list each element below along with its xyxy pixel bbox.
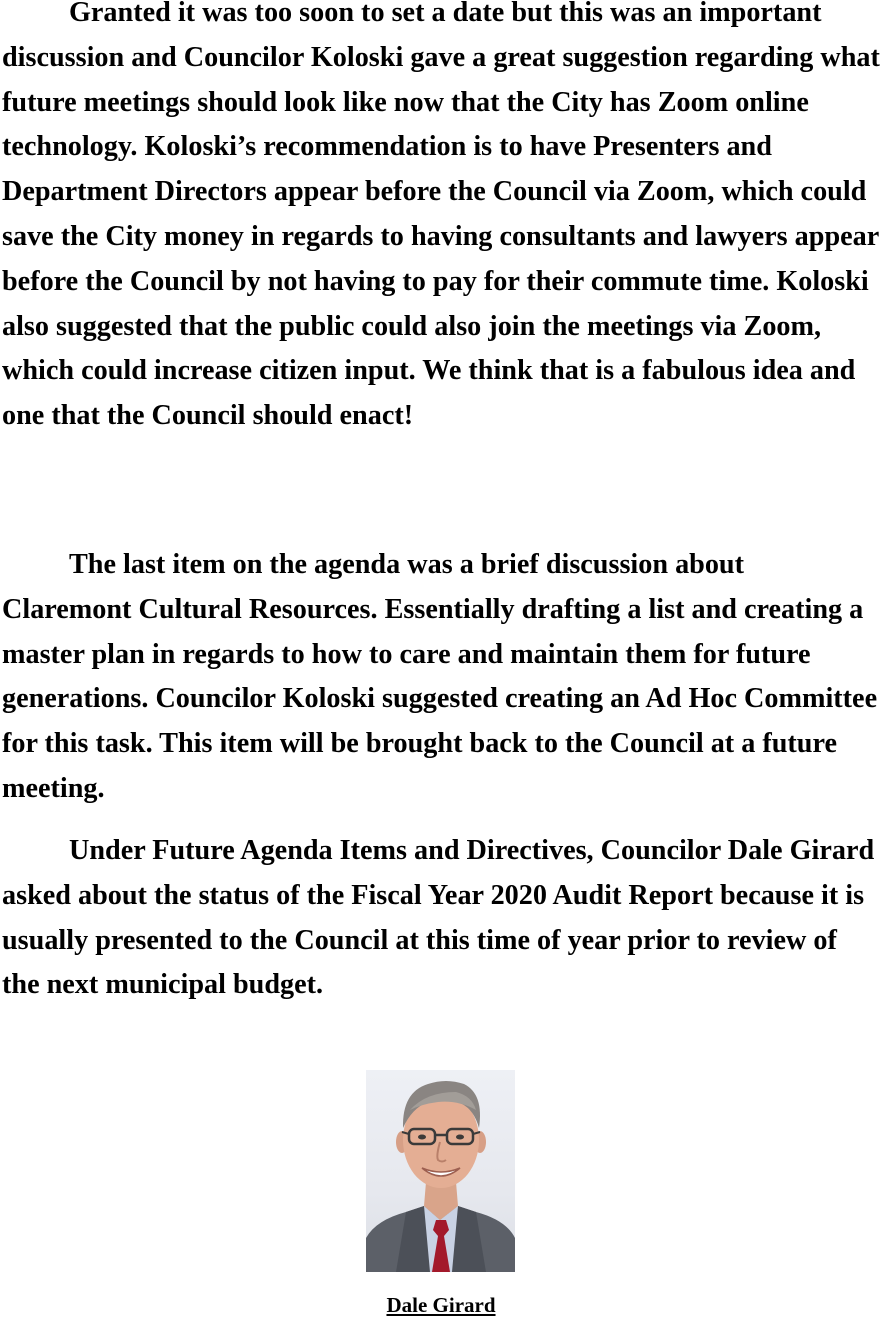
paragraph-zoom-meetings: Granted it was too soon to set a date but this was an important discussion and Councilor Koloski gave a great suggestion regarding what future meetings should look like now that the City has Zoom online technology. Koloski’s recommendation is to have Presenters and Department Directors appear before the Council via Zoom, which could save the City money in regards to having consultants and lawyers appear before the Council by not having to pay for their commute time. Koloski also suggested that the public could also join the meetings via Zoom, which could increase citizen input. We think that is a fabulous idea and one that the Council should enact! [2,0,880,432]
paragraph-cultural-resources: The last item on the agenda was a brief discussion about Claremont Cultural Resources. Essentially drafting a list and creating a master plan in regards to how to care and maintain them for future generations. Councilor Koloski suggested creating an Ad Hoc Committee for this task. This item will be brought back to the Council at a future meeting. [2,549,878,804]
portrait-illustration [366,1070,515,1272]
photo-caption: Dale Girard [386,1293,496,1317]
portrait-photo [366,1070,515,1272]
paragraph-audit-report: Under Future Agenda Items and Directives, Councilor Dale Girard asked about the status of the Fiscal Year 2020 Audit Report because it is usually presented to the Council at this time of year prior to review of the next municipal budget. [2,835,875,1001]
